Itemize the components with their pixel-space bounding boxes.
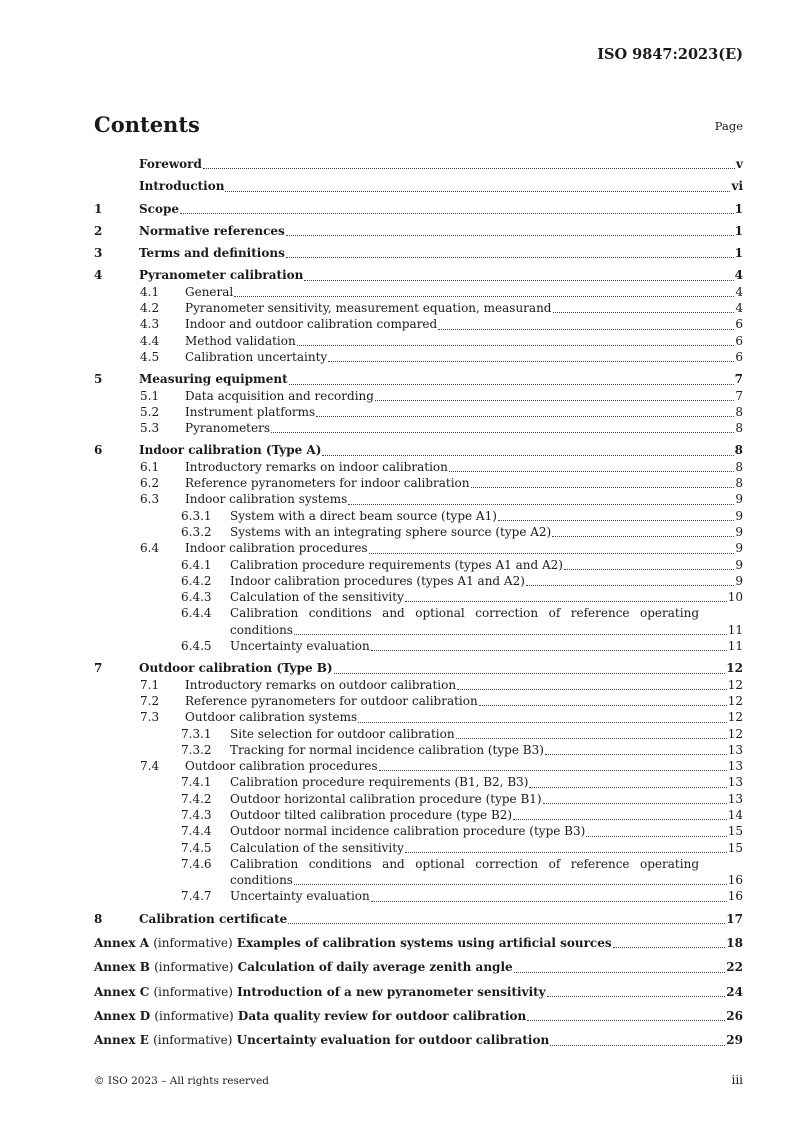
toc-entry-title: Systems with an integrating sphere source (type A2) [230, 524, 552, 539]
dot-leader [513, 818, 727, 820]
toc-entry-page: 12 [726, 661, 743, 676]
toc-entry[interactable] [94, 726, 743, 742]
dot-leader [564, 568, 734, 570]
page-title: Contents [94, 112, 200, 137]
toc-entry-page: 11 [727, 639, 743, 654]
toc-entry-title: Introductory remarks on indoor calibration [185, 459, 448, 474]
toc-entry[interactable] [94, 856, 743, 889]
toc-entry[interactable] [94, 459, 743, 475]
toc-entry-number: 3 [94, 246, 103, 261]
toc-entry-page: v [736, 157, 743, 171]
toc-entry-title: Outdoor tilted calibration procedure (type B2) [230, 807, 513, 822]
toc-entry-number: 6.3.1 [181, 508, 212, 523]
toc-entry[interactable] [94, 333, 743, 349]
toc-entry-title-continuation: conditions [230, 622, 293, 637]
toc-entry[interactable] [94, 693, 743, 709]
toc-entry[interactable] [94, 156, 743, 172]
dot-leader [289, 383, 734, 385]
annex-informative-label: (informative) [154, 1008, 234, 1023]
toc-entry-number: 7.3.2 [181, 742, 212, 757]
toc-entry-title: Site selection for outdoor calibration [230, 726, 455, 741]
toc-entry-title: Indoor calibration procedures [185, 541, 368, 556]
toc-entry-number: 5.2 [140, 404, 160, 419]
toc-entry-page: 9 [735, 557, 743, 572]
toc-entry-title: Uncertainty evaluation [230, 889, 370, 904]
toc-entry-page: 13 [727, 759, 743, 774]
annex-informative-label: (informative) [153, 1033, 233, 1048]
dot-leader [586, 835, 726, 837]
toc-entry-number: 6.3 [140, 492, 160, 507]
toc-entry-page: 26 [726, 1008, 743, 1023]
toc-entry[interactable] [94, 508, 743, 524]
toc-entry-number: 6.2 [140, 476, 160, 491]
toc-entry-title: Reference pyranometers for outdoor calibration [185, 693, 478, 708]
dot-leader [379, 769, 727, 771]
toc-entry[interactable] [94, 540, 743, 556]
toc-entry-title: Outdoor horizontal calibration procedure (type B1) [230, 791, 542, 806]
toc-entry-title: Tracking for normal incidence calibration (type B3) [230, 742, 544, 757]
toc-entry[interactable] [94, 935, 743, 951]
toc-entry-number: 7.3 [140, 710, 160, 725]
dot-leader [294, 633, 727, 635]
toc-entry-title: Examples of calibration systems using artificial sources [236, 936, 612, 951]
toc-entry-page: 12 [727, 710, 743, 725]
toc-entry-title: Pyranometer calibration [139, 268, 304, 283]
toc-entry-page: 7 [735, 388, 743, 403]
toc-entry[interactable] [94, 1008, 743, 1024]
dot-leader [545, 753, 727, 755]
toc-entry-title: Introduction of a new pyranometer sensitivity [237, 984, 546, 999]
dot-leader [371, 649, 727, 651]
toc-entry[interactable] [94, 823, 743, 839]
table-of-contents [94, 156, 743, 1049]
toc-entry-number: 7 [94, 661, 103, 676]
toc-entry-number: 5 [94, 372, 103, 387]
dot-leader [304, 279, 733, 281]
toc-entry[interactable] [94, 573, 743, 589]
dot-leader [316, 415, 734, 417]
toc-entry-title: Calibration conditions and optional correction of reference operating [230, 856, 699, 871]
dot-leader [498, 519, 734, 521]
dot-leader [180, 212, 734, 214]
toc-entry-title: Measuring equipment [139, 372, 288, 387]
toc-entry-page: 11 [727, 622, 743, 637]
dot-leader [322, 454, 733, 456]
toc-entry-page: 12 [727, 726, 743, 741]
toc-entry[interactable] [94, 267, 743, 283]
toc-entry-title: Indoor calibration procedures (types A1 and A2) [230, 573, 525, 588]
toc-entry-page: 1 [734, 201, 743, 216]
toc-entry[interactable] [94, 284, 743, 300]
toc-entry-title: Calculation of daily average zenith angle [237, 960, 513, 975]
toc-entry-title: Calculation of the sensitivity [230, 590, 404, 605]
toc-entry[interactable] [94, 638, 743, 654]
annex-label: Annex C [94, 984, 150, 999]
toc-entry-number: 6.4.5 [181, 639, 212, 654]
toc-entry-title: Foreword [139, 157, 202, 171]
dot-leader [449, 470, 734, 472]
toc-entry-page: 9 [735, 492, 743, 507]
toc-entry-page: 9 [735, 541, 743, 556]
dot-leader [553, 311, 735, 313]
toc-entry-number: 6.4 [140, 541, 160, 556]
toc-entry-title: Calibration uncertainty [185, 349, 328, 364]
dot-leader [288, 922, 725, 924]
dot-leader [358, 721, 727, 723]
toc-entry-title-continuation: conditions [230, 873, 293, 888]
toc-entry-page: 17 [726, 911, 743, 926]
toc-entry-page: 9 [735, 508, 743, 523]
toc-entry-page: 1 [734, 246, 743, 261]
toc-entry-page: 16 [727, 873, 743, 888]
dot-leader [405, 600, 727, 602]
toc-entry-title: Scope [139, 201, 180, 216]
dot-leader [271, 431, 734, 433]
toc-entry[interactable] [94, 300, 743, 316]
toc-entry-title: Uncertainty evaluation for outdoor calibration [236, 1033, 550, 1048]
annex-label: Annex E [94, 1033, 149, 1048]
annex-informative-label: (informative) [153, 984, 233, 999]
toc-entry[interactable] [94, 742, 743, 758]
toc-entry-title: Introduction [139, 179, 225, 194]
toc-entry-title: Normative references [139, 223, 285, 238]
dot-leader [526, 584, 734, 586]
toc-entry-number: 7.4.5 [181, 840, 212, 855]
dot-leader [371, 900, 727, 902]
toc-entry-title: Data acquisition and recording [185, 388, 374, 403]
annex-informative-label: (informative) [154, 960, 234, 975]
toc-entry-page: 13 [727, 775, 743, 790]
toc-entry-page: 10 [727, 590, 743, 605]
annex-label: Annex B [94, 960, 150, 975]
dot-leader [514, 971, 726, 973]
toc-entry-page: 13 [727, 742, 743, 757]
toc-entry[interactable] [94, 201, 743, 217]
toc-entry[interactable] [94, 589, 743, 605]
toc-entry-title: Data quality review for outdoor calibration [237, 1008, 527, 1023]
toc-entry-title: Instrument platforms [185, 404, 316, 419]
toc-entry[interactable] [94, 911, 743, 927]
dot-leader [529, 786, 726, 788]
toc-entry-title: Calculation of the sensitivity [230, 840, 404, 855]
toc-entry-page: 9 [735, 524, 743, 539]
toc-entry-page: 9 [735, 573, 743, 588]
toc-entry-page: 18 [726, 936, 743, 951]
dot-leader [334, 672, 726, 674]
toc-entry-title: General [185, 284, 234, 299]
toc-entry-title: Reference pyranometers for indoor calibration [185, 476, 470, 491]
toc-entry-page: 12 [727, 677, 743, 692]
toc-entry-title: Outdoor calibration (Type B) [139, 661, 333, 676]
toc-entry[interactable] [94, 984, 743, 1000]
toc-entry-number: 4.2 [140, 301, 160, 316]
toc-entry[interactable] [94, 791, 743, 807]
toc-entry[interactable] [94, 557, 743, 573]
dot-leader [527, 1019, 725, 1021]
copyright-notice: © ISO 2023 – All rights reserved [94, 1075, 269, 1087]
toc-entry-number: 6.3.2 [181, 524, 212, 539]
toc-entry-page: 8 [735, 476, 743, 491]
toc-entry[interactable] [94, 388, 743, 404]
toc-entry[interactable] [94, 404, 743, 420]
toc-entry[interactable] [94, 371, 743, 387]
dot-leader [552, 535, 734, 537]
toc-entry-page: 15 [727, 840, 743, 855]
toc-entry-number: 7.4.2 [181, 791, 212, 806]
toc-entry[interactable] [94, 491, 743, 507]
toc-entry-number: 7.4.3 [181, 807, 212, 822]
toc-entry-page: 4 [734, 268, 743, 283]
toc-entry-number: 5.1 [140, 388, 160, 403]
dot-leader [375, 399, 734, 401]
toc-entry-page: 4 [735, 284, 743, 299]
annex-label: Annex D [94, 1008, 151, 1023]
toc-entry-number: 6 [94, 443, 103, 458]
toc-entry-page: 13 [727, 791, 743, 806]
toc-entry-number: 7.4.7 [181, 889, 212, 904]
dot-leader [456, 737, 727, 739]
toc-entry-page: 24 [726, 984, 743, 999]
dot-leader [203, 167, 735, 169]
page-number: iii [731, 1073, 743, 1087]
toc-entry-number: 7.4.6 [181, 856, 212, 871]
toc-entry-page: 29 [726, 1033, 743, 1048]
toc-entry[interactable] [94, 758, 743, 774]
page-column-label: Page [714, 119, 743, 133]
toc-entry[interactable] [94, 605, 743, 638]
toc-entry-page: 8 [735, 421, 743, 436]
toc-entry-number: 7.4.4 [181, 824, 212, 839]
annex-informative-label: (informative) [153, 936, 233, 951]
dot-leader [348, 503, 734, 505]
toc-entry-number: 7.4 [140, 759, 160, 774]
toc-entry[interactable] [94, 840, 743, 856]
toc-entry-number: 4 [94, 268, 103, 283]
toc-entry-page: 14 [727, 807, 743, 822]
toc-entry-number: 7.2 [140, 693, 160, 708]
toc-entry-title: Indoor calibration (Type A) [139, 443, 322, 458]
toc-entry[interactable] [94, 807, 743, 823]
toc-entry-title: Indoor and outdoor calibration compared [185, 317, 438, 332]
dot-leader [297, 344, 735, 346]
toc-entry[interactable] [94, 420, 743, 436]
toc-entry[interactable] [94, 223, 743, 239]
dot-leader [547, 995, 726, 997]
toc-entry-page: 15 [727, 824, 743, 839]
toc-entry-number: 4.3 [140, 317, 160, 332]
dot-leader [479, 704, 727, 706]
dot-leader [328, 360, 734, 362]
dot-leader [457, 688, 727, 690]
toc-entry[interactable] [94, 442, 743, 458]
dot-leader [286, 234, 734, 236]
dot-leader [225, 190, 730, 192]
toc-entry[interactable] [94, 677, 743, 693]
toc-entry-number: 4.4 [140, 333, 160, 348]
toc-entry-page: 6 [735, 333, 743, 348]
toc-entry-number: 6.4.4 [181, 606, 212, 621]
toc-entry-number: 4.1 [140, 284, 160, 299]
toc-entry-page: 8 [735, 459, 743, 474]
toc-entry-page: 12 [727, 693, 743, 708]
toc-entry[interactable] [94, 524, 743, 540]
toc-entry-number: 7.1 [140, 677, 160, 692]
toc-entry[interactable] [94, 475, 743, 491]
toc-entry[interactable] [94, 245, 743, 261]
dot-leader [613, 946, 726, 948]
toc-entry[interactable] [94, 1032, 743, 1048]
toc-entry-number: 8 [94, 911, 103, 926]
toc-entry-page: 6 [735, 317, 743, 332]
toc-entry-number: 2 [94, 223, 103, 238]
toc-entry-title: Calibration conditions and optional correction of reference operating [230, 606, 699, 621]
toc-entry-title: Outdoor normal incidence calibration procedure (type B3) [230, 824, 586, 839]
toc-entry[interactable] [94, 349, 743, 365]
dot-leader [438, 328, 734, 330]
toc-entry-title: Introductory remarks on outdoor calibration [185, 677, 457, 692]
toc-entry-title: Method validation [185, 333, 296, 348]
toc-entry-page: 22 [726, 960, 743, 975]
toc-entry-title: Uncertainty evaluation [230, 639, 370, 654]
toc-entry-title: Outdoor calibration systems [185, 710, 358, 725]
dot-leader [286, 256, 734, 258]
dot-leader [405, 851, 727, 853]
toc-entry-title: Calibration procedure requirements (B1, B2, B3) [230, 775, 529, 790]
dot-leader [294, 883, 727, 885]
toc-entry-number: 6.1 [140, 459, 160, 474]
toc-entry-page: 1 [734, 223, 743, 238]
toc-entry[interactable] [94, 888, 743, 904]
toc-entry-title: Terms and definitions [139, 246, 285, 261]
toc-entry-number: 7.4.1 [181, 775, 212, 790]
annex-label: Annex A [94, 936, 150, 951]
toc-entry-page: 4 [735, 301, 743, 316]
toc-entry-number: 5.3 [140, 421, 160, 436]
toc-entry-title: Pyranometer sensitivity, measurement equation, measurand [185, 301, 552, 316]
toc-entry-page: 6 [735, 349, 743, 364]
toc-entry[interactable] [94, 959, 743, 975]
toc-entry-number: 4.5 [140, 349, 160, 364]
toc-entry[interactable] [94, 709, 743, 725]
toc-entry-title: Calibration certificate [139, 911, 288, 926]
toc-entry[interactable] [94, 178, 743, 194]
dot-leader [471, 486, 735, 488]
document-id: ISO 9847:2023(E) [597, 46, 743, 63]
toc-entry-page: 7 [734, 372, 743, 387]
toc-entry-title: Indoor calibration systems [185, 492, 348, 507]
dot-leader [369, 552, 735, 554]
dot-leader [550, 1044, 725, 1046]
dot-leader [234, 295, 734, 297]
toc-entry-number: 6.4.2 [181, 573, 212, 588]
toc-entry-page: vi [731, 179, 743, 194]
toc-entry-number: 7.3.1 [181, 726, 212, 741]
toc-entry-title: System with a direct beam source (type A1) [230, 508, 497, 523]
toc-entry[interactable] [94, 660, 743, 676]
toc-entry-title: Pyranometers [185, 421, 270, 436]
toc-entry-title: Outdoor calibration procedures [185, 759, 378, 774]
toc-entry-number: 1 [94, 201, 103, 216]
toc-entry[interactable] [94, 774, 743, 790]
toc-entry-page: 8 [735, 404, 743, 419]
toc-entry-number: 6.4.1 [181, 557, 212, 572]
toc-entry-number: 6.4.3 [181, 590, 212, 605]
dot-leader [543, 802, 727, 804]
toc-entry-title: Calibration procedure requirements (types A1 and A2) [230, 557, 563, 572]
toc-entry-page: 16 [727, 889, 743, 904]
toc-entry[interactable] [94, 316, 743, 332]
toc-entry-page: 8 [734, 443, 743, 458]
